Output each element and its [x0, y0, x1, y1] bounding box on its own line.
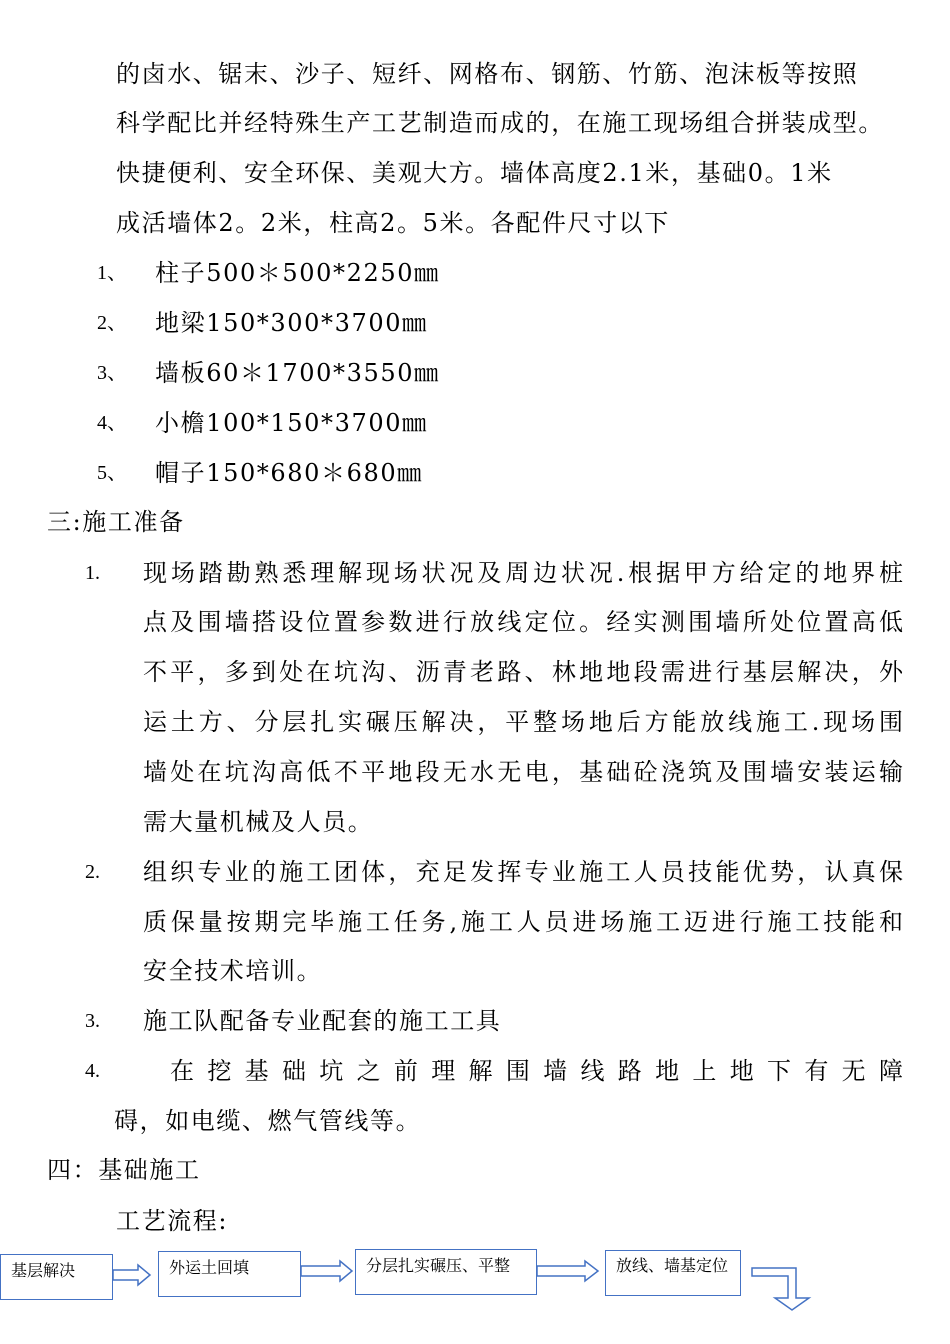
- paragraph-line: 墙处在坑沟高低不平地段无水无电，基础砼浇筑及围墙安装运输: [143, 758, 903, 786]
- flow-arrow-4: [752, 1268, 809, 1310]
- paragraph-line: 安全技术培训。: [143, 957, 323, 985]
- component-item: 柱子500＊500*2250㎜: [155, 259, 440, 287]
- section-heading: 四：基础施工: [47, 1156, 201, 1184]
- list-number: 3.: [85, 1010, 100, 1032]
- subheading: 工艺流程:: [116, 1207, 229, 1235]
- flow-step-backfill: 外运土回填: [158, 1251, 301, 1297]
- paragraph-line: 需大量机械及人员。: [143, 808, 374, 836]
- component-item: 地梁150*300*3700㎜: [155, 309, 428, 337]
- paragraph-line: 碍，如电缆、燃气管线等。: [114, 1107, 422, 1135]
- component-number: 4、: [97, 412, 127, 434]
- list-number: 1.: [85, 562, 100, 584]
- component-number: 1、: [97, 262, 127, 284]
- paragraph-line: 质保量按期完毕施工任务,施工人员进场施工迈进行施工技能和: [143, 908, 903, 936]
- paragraph-line: 现场踏勘熟悉理解现场状况及周边状况.根据甲方给定的地界桩: [143, 559, 903, 587]
- paragraph-line: 运土方、分层扎实碾压解决，平整场地后方能放线施工.现场围: [143, 708, 903, 736]
- paragraph-line: 不平，多到处在坑沟、沥青老路、林地地段需进行基层解决，外: [143, 658, 903, 686]
- list-number: 4.: [85, 1060, 100, 1082]
- flow-arrow-1: [113, 1265, 150, 1285]
- flow-step-compaction: 分层扎实碾压、平整: [355, 1249, 537, 1295]
- paragraph-line: 施工队配备专业配套的施工工具: [143, 1007, 502, 1035]
- component-item: 小檐100*150*3700㎜: [155, 409, 428, 437]
- intro-line-2: 科学配比并经特殊生产工艺制造而成的，在施工现场组合拼装成型。: [116, 109, 884, 137]
- component-number: 5、: [97, 462, 127, 484]
- flow-arrow-3: [537, 1261, 598, 1281]
- list-number: 2.: [85, 861, 100, 883]
- flow-step-base: 基层解决: [0, 1254, 113, 1300]
- paragraph-line: 组织专业的施工团体，充足发挥专业施工人员技能优势，认真保: [143, 858, 903, 886]
- flow-step-layout: 放线、墙基定位: [605, 1250, 741, 1296]
- intro-line-4: 成活墙体2。2米，柱高2。5米。各配件尺寸以下: [116, 209, 670, 237]
- paragraph-line: 点及围墙搭设位置参数进行放线定位。经实测围墙所处位置高低: [143, 608, 903, 636]
- component-item: 墙板60＊1700*3550㎜: [155, 359, 440, 387]
- intro-line-3: 快捷便利、安全环保、美观大方。墙体高度2.1米，基础0。1米: [116, 159, 833, 187]
- component-number: 3、: [97, 362, 127, 384]
- paragraph-line: 在挖基础坑之前理解围墙线路地上地下有无障: [170, 1057, 903, 1085]
- flow-arrow-2: [301, 1261, 352, 1281]
- component-item: 帽子150*680＊680㎜: [155, 459, 423, 487]
- section-heading: 三:施工准备: [47, 508, 185, 536]
- component-number: 2、: [97, 312, 127, 334]
- intro-line-1: 的卤水、锯末、沙子、短纤、网格布、钢筋、竹筋、泡沫板等按照: [116, 60, 859, 88]
